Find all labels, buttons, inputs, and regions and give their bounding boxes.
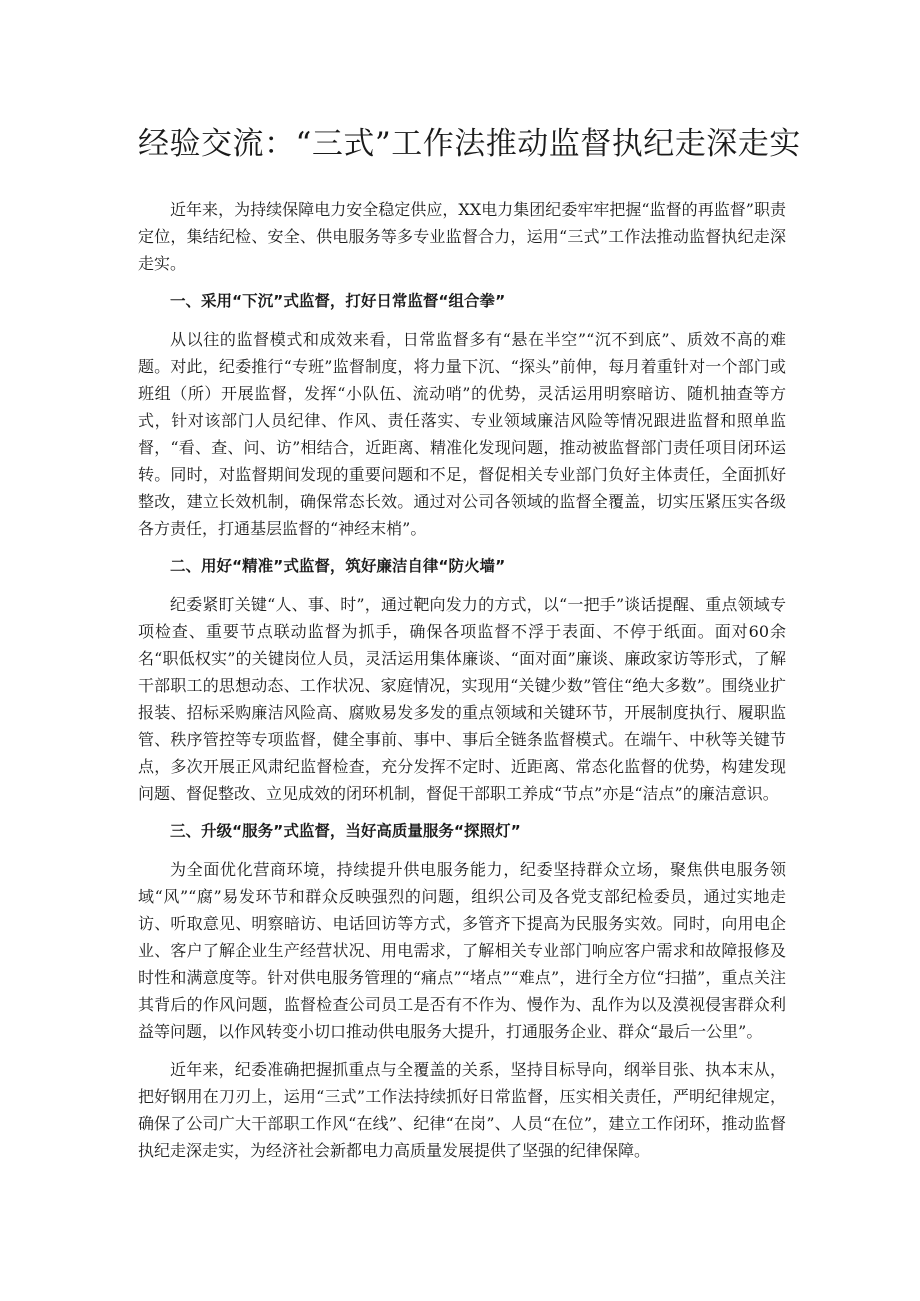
section-3-body: 为全面优化营商环境，持续提升供电服务能力，纪委坚持群众立场，聚焦供电服务领域“风”“腐”易发环节和群众反映强烈的问题，组织公司及各党支部纪检委员，通过实地走访、听取意见、明察暗访、电话回访等方式，多管齐下提高为民服务实效。同时，向用电企业、客户了解企业生产经营状况、用电需求，了解相关专业部门响应客户需求和故障报修及时性和满意度等。针对供电服务管理的“痛点”“堵点”“难点”，进行全方位“扫描”，重点关注其背后的作风问题，监督检查公司员工是否有不作为、慢作为、乱作为以及漠视侵害群众利益等问题，以作风转变小切口推动供电服务大提升，打通服务企业、群众“最后一公里”。: [138, 860, 786, 1041]
document-title: 经验交流：“三式”工作法推动监督执纪走深走实: [138, 126, 801, 162]
document-page: [138, 120, 801, 1175]
conclusion-paragraph: 近年来，纪委准确把握抓重点与全覆盖的关系，坚持目标导向，纲举目张、执本末从，把好钢用在刀刃上，运用“三式”工作法持续抓好日常监督，压实相关责任，严明纪律规定，确保了公司广大干部职工作风“在线”、纪律“在岗”、人员“在位”，建立工作闭环，推动监督执纪走深走实，为经济社会新都电力高质量发展提供了坚强的纪律保障。: [138, 1060, 786, 1160]
intro-paragraph: 近年来，为持续保障电力安全稳定供应，XX电力集团纪委牢牢把握“监督的再监督”职责定位，集结纪检、安全、供电服务等多专业监督合力，运用“三式”工作法推动监督执纪走深走实。: [138, 200, 786, 273]
section-1-heading: 一、采用“下沉”式监督，打好日常监督“组合拳”: [170, 292, 506, 310]
section-2-body: 纪委紧盯关键“人、事、时”，通过靶向发力的方式，以“一把手”谈话提醒、重点领域专项检查、重要节点联动监督为抓手，确保各项监督不浮于表面、不停于纸面。面对60余名“职低权实”的关键岗位人员，灵活运用集体廉谈、“面对面”廉谈、廉政家访等形式，了解干部职工的思想动态、工作状况、家庭情况，实现用“关键少数”管住“绝大多数”。围绕业扩报装、招标采购廉洁风险高、腐败易发多发的重点领域和关键环节，开展制度执行、履职监管、秩序管控等专项监督，健全事前、事中、事后全链条监督模式。在端午、中秋等关键节点，多次开展正风肃纪监督检查，充分发挥不定时、近距离、常态化监督的优势，构建发现问题、督促整改、立见成效的闭环机制，督促干部职工养成“节点”亦是“洁点”的廉洁意识。: [138, 595, 786, 803]
section-1-body: 从以往的监督模式和成效来看，日常监督多有“悬在半空”“沉不到底”、质效不高的难题。对此，纪委推行“专班”监督制度，将力量下沉、“探头”前伸，每月着重针对一个部门或班组（所）开展监督，发挥“小队伍、流动哨”的优势，灵活运用明察暗访、随机抽查等方式，针对该部门人员纪律、作风、责任落实、专业领域廉洁风险等情况跟进监督和照单监督，“看、查、问、访”相结合，近距离、精准化发现问题，推动被监督部门责任项目闭环运转。同时，对监督期间发现的重要问题和不足，督促相关专业部门负好主体责任，全面抓好整改，建立长效机制，确保常态长效。通过对公司各领域的监督全覆盖，切实压紧压实各级各方责任，打通基层监督的“神经末梢”。: [138, 330, 786, 538]
section-2-heading: 二、用好“精准”式监督，筑好廉洁自律“防火墙”: [170, 557, 506, 575]
section-3-heading: 三、升级“服务”式监督，当好高质量服务“探照灯”: [170, 822, 521, 840]
